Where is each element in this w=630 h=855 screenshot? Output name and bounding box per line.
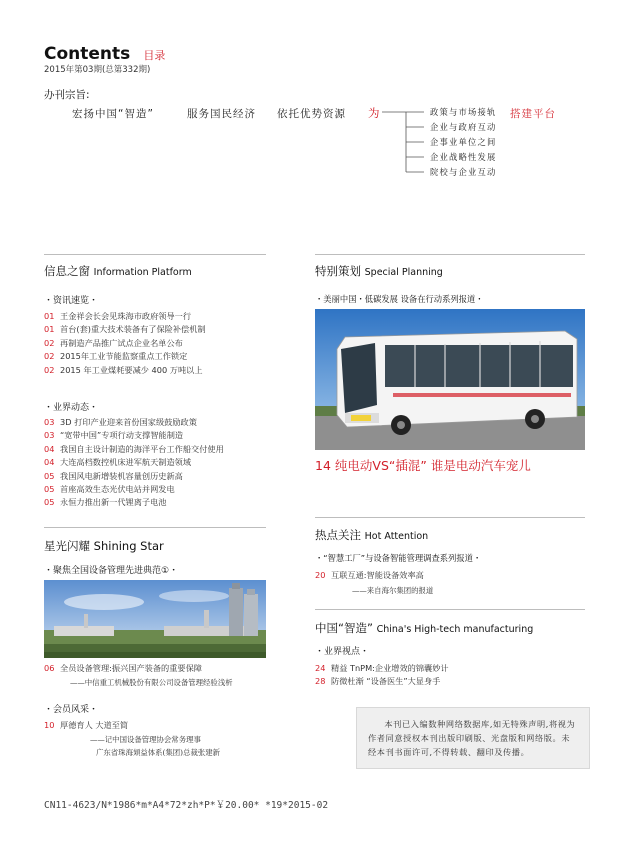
quick-news-label: ・资讯速览・ <box>44 296 99 306</box>
divider <box>44 527 266 528</box>
issue-line: 2015年第03期(总第332期) <box>44 65 151 75</box>
factory-photo <box>44 580 266 658</box>
list-item[interactable]: 05 永恒力推出新一代锂离子电池 <box>44 497 167 508</box>
member-byline-2: 广东省珠海頍益体系(集团)总裁张建新 <box>96 748 221 757</box>
member-article[interactable]: 10 厚德育人 大道至简 <box>44 720 129 730</box>
list-item[interactable]: 01 王金祥会长会见珠海市政府领导一行 <box>44 311 192 321</box>
hot-series-label: ・“智慧工厂”与设备智能管理调查系列报道・ <box>315 553 482 563</box>
mission-bracket <box>382 104 428 176</box>
mission-branch-4: 企业战略性发展 <box>430 152 497 162</box>
divider <box>44 254 266 255</box>
list-item[interactable]: 01 首台(套)重大技术装备有了保险补偿机制 <box>44 324 206 335</box>
special-series-label: ・美丽中国・低碳发展 设备在行动系列报道・ <box>315 294 484 304</box>
mission-phrase-2: 服务国民经济 <box>187 108 256 120</box>
mission-phrase-1: 宏扬中国“智造” <box>72 108 154 120</box>
industry-view-label: ・业界视点・ <box>315 647 370 657</box>
list-item[interactable]: 02 2015 年工业煤耗要减少 400 万吨以上 <box>44 364 203 375</box>
mission-phrase-3: 依托优势资源 <box>277 108 346 120</box>
industry-trend-list <box>44 416 224 510</box>
star-article-byline: ——中信重工机械股份有限公司设备管理经验浅析 <box>70 678 233 687</box>
focus-label: ・聚焦全国设备管理先进典范①・ <box>44 566 179 576</box>
member-byline-1: ——记中国设备管理协会常务理事 <box>90 735 201 744</box>
mission-build: 搭建平台 <box>510 108 556 120</box>
list-item[interactable]: 04 大连高档数控机床进军航天制造领域 <box>44 457 192 468</box>
mission-branch-2: 企业与政府互动 <box>430 122 497 132</box>
contents-title-cn: 目录 <box>143 49 166 62</box>
divider <box>315 609 585 610</box>
contents-title: Contents <box>44 44 131 64</box>
hot-article[interactable]: 20 互联互通:智能设备效率高 <box>315 570 424 580</box>
section-title-china: 中国“智造” China's High-tech manufacturing <box>315 621 534 635</box>
list-item[interactable]: 03 3D 打印产业迎来首份国家级鼓励政策 <box>44 417 197 427</box>
contents-header <box>44 44 165 64</box>
list-item[interactable]: 02 再制造产品推广试点企业名单公布 <box>44 337 183 348</box>
section-title-info: 信息之窗 Information Platform <box>44 264 192 278</box>
mission-branch-5: 院校与企业互动 <box>430 167 497 177</box>
list-item[interactable]: 28 防微杜渐 “设备医生”大显身手 <box>315 676 441 687</box>
list-item[interactable]: 05 我国风电新增装机容量创历史新高 <box>44 470 183 481</box>
mission-label: 办刊宗旨: <box>44 89 90 101</box>
copyright-notice: 本刊已入编数种网络数据库,如无特殊声明,将视为作者同意授权本刊出版印刷版、光盘版和网络版。未经本刊书面许可,不得转载、翻印及传播。 <box>356 707 590 769</box>
hot-byline: ——来自海尔集团的报道 <box>352 586 434 595</box>
special-feature[interactable]: 14 纯电动VS“插混” 谁是电动汽车宠儿 <box>315 458 531 473</box>
list-item[interactable]: 03 “宽带中国”专项行动支撑智能制造 <box>44 430 184 441</box>
list-item[interactable]: 05 首座高效生态光伏电站并网发电 <box>44 484 175 495</box>
section-title-star: 星光闪耀 Shining Star <box>44 539 164 553</box>
mission-branch-1: 政策与市场接轨 <box>430 107 497 117</box>
mission-branch-3: 企事业单位之间 <box>430 137 497 147</box>
industry-trend-label: ・业界动态・ <box>44 403 99 413</box>
member-label: ・会员风采・ <box>44 705 99 715</box>
section-title-hot: 热点关注 Hot Attention <box>315 528 429 542</box>
footer-code: CN11-4623/N*1986*m*A4*72*zh*P*￥20.00* *19*2015-02 <box>44 800 329 811</box>
star-article[interactable]: 06 全员设备管理:振兴国产装备的重要保障 <box>44 663 202 673</box>
mission-wei: 为 <box>368 106 380 120</box>
divider <box>315 517 585 518</box>
list-item[interactable]: 24 精益 TnPM:企业增效的锦囊妙计 <box>315 663 449 673</box>
section-title-special: 特别策划 Special Planning <box>315 264 443 278</box>
quick-news-list <box>44 310 206 377</box>
divider <box>315 254 585 255</box>
industry-view-list <box>315 662 449 689</box>
list-item[interactable]: 02 2015年工业节能监察重点工作锁定 <box>44 351 188 362</box>
bus-photo <box>315 309 585 450</box>
list-item[interactable]: 04 我国自主设计制造的海洋平台工作船交付使用 <box>44 443 224 454</box>
